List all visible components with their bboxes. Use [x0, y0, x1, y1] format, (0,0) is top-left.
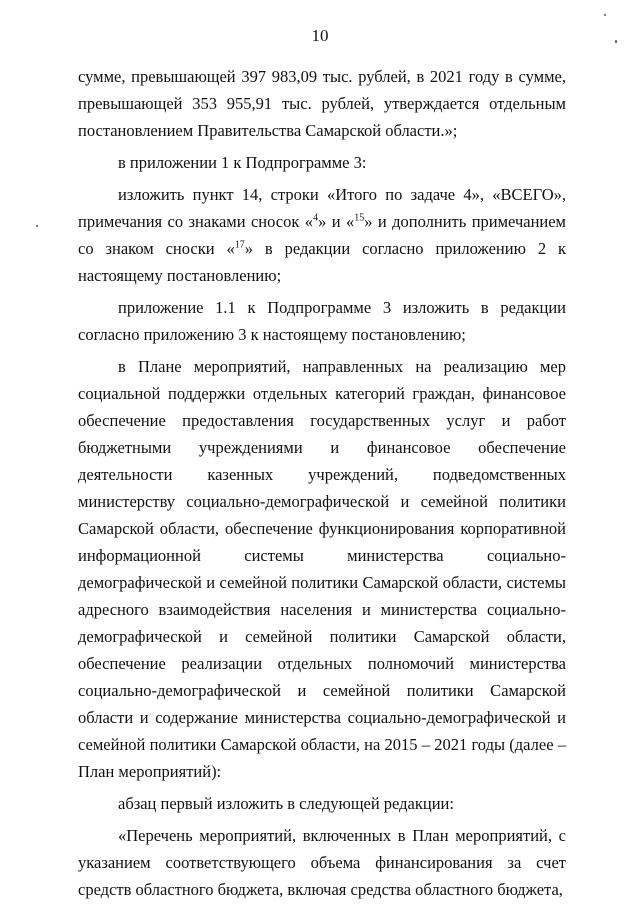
paragraph-3-part-b: » и « [318, 212, 355, 231]
paragraph-7: «Перечень мероприятий, включенных в План мероприятий, с указанием соответствующего объема финансирования за счет средств областного бюджета, включая средства областного бюджета, [78, 826, 566, 899]
footnote-mark-17: 17 [234, 239, 245, 251]
paragraph-1: сумме, превышающей 397 983,09 тыс. рублей, в 2021 году в сумме, превышающей 353 955,91 тыс. рублей, утверждается отдельным постановлением Правительства Самарской области.»; [78, 67, 566, 140]
footnote-mark-4: 4 [313, 212, 319, 224]
footnote-mark-15: 15 [354, 212, 365, 224]
paragraph-3-part-c: » и дополнить примечанием со знаком сноски « [78, 212, 567, 258]
paragraph-3-part-d: » в редакции согласно приложению 2 к настоящему постановлению; [78, 239, 566, 285]
paragraph-6: абзац первый изложить в следующей редакции: [118, 794, 454, 813]
paragraph-2: в приложении 1 к Подпрограмме 3: [118, 153, 367, 172]
scan-speck [36, 225, 38, 227]
document-body [78, 63, 566, 903]
scan-speck [604, 14, 606, 16]
page-number: 10 [311, 26, 329, 45]
paragraph-4: приложение 1.1 к Подпрограмме 3 изложить в редакции согласно приложению 3 к настоящему постановлению; [78, 298, 566, 344]
paragraph-3-part-a: изложить пункт 14, строки «Итого по задаче 4», «ВСЕГО», примечания со знаками сносок « [78, 185, 566, 231]
paragraph-5: в Плане мероприятий, направленных на реализацию мер социальной поддержки отдельных категорий граждан, финансовое обеспечение предоставления государственных услуг и работ бюджетными учреждениями и финансовое обеспечение деятельности казенных учреждений, подведомственных министерству социально-демографической и семейной политики Самарской области, обеспечение функционирования корпоративной информационной системы министерства социально-демографической и семейной политики Самарской области, системы адресного взаимодействия населения и министерства социально-демографической и семейной политики Самарской области, обеспечение реализации отдельных полномочий министерства социально-демографической и семейной политики Самарской области и содержание министерства социально-демографической и семейной политики Самарской области, на 2015 – 2021 годы (далее – План мероприятий): [78, 357, 566, 781]
paragraph-3 [78, 181, 566, 289]
